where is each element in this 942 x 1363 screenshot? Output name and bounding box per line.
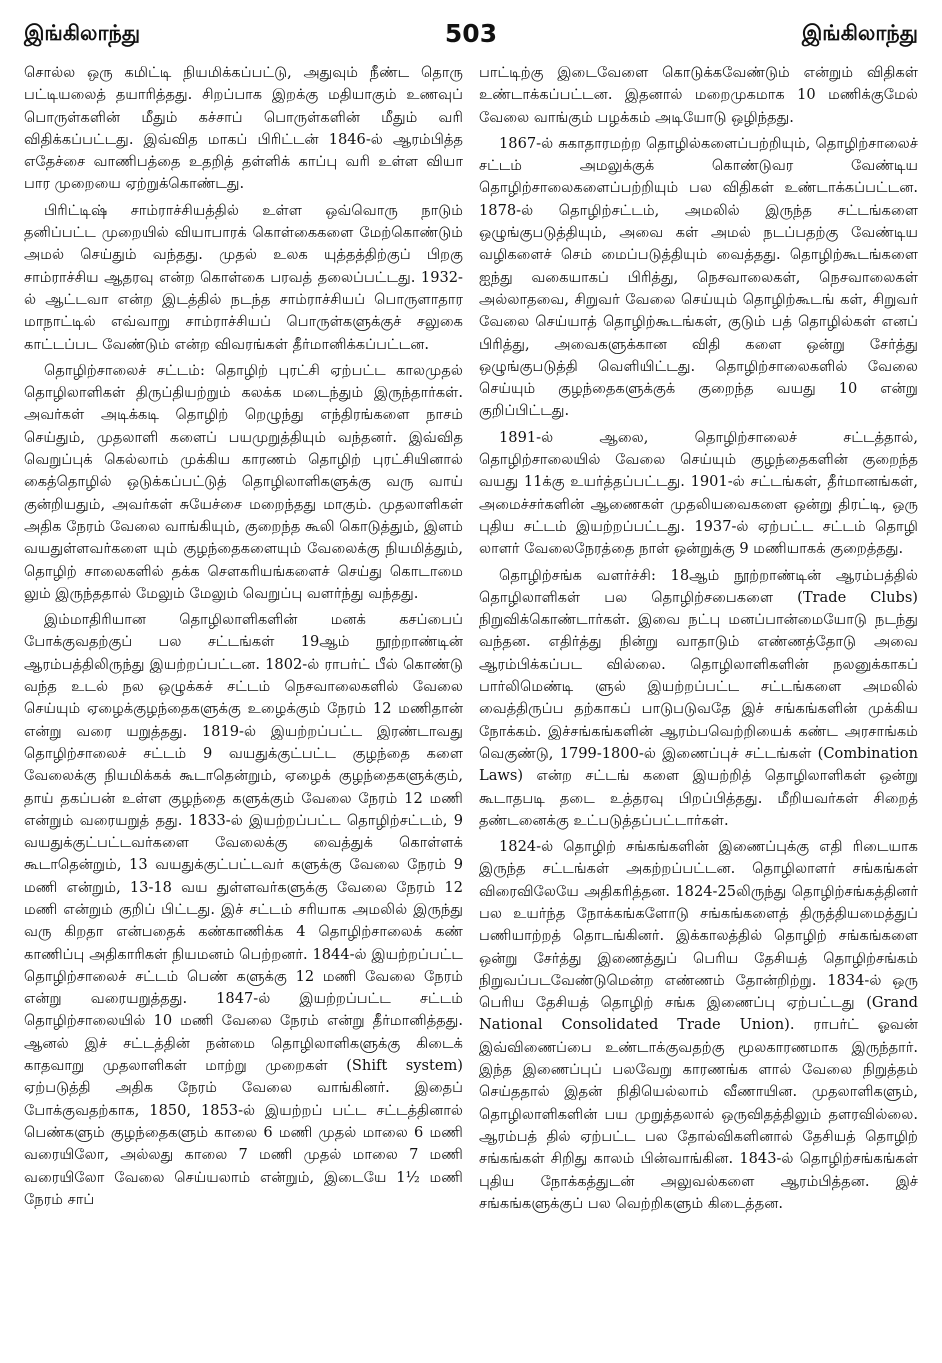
right-column — [479, 62, 918, 1352]
paragraph: 1891-ல் ஆலை, தொழிற்சாலைச் சட்டத்தால், தொழிற்சாலையில் வேலை செய்யும் குழந்தைகளின் குறைந்த வயது 11க்கு உயர்த்தப்பட்டது. 1901-ல் சட்டங்கள், தீர்மானங்கள், அமைச்சர்களின் ஆணைகள் முதலியவைகளை ஒன்று திரட்டி, ஒரு புதிய சட்டம் இயற்றப்பட்டது. 1937-ல் ஏற்பட்ட சட்டம் தொழி லாளர் வேலைநேரத்தை நாள் ஒன்றுக்கு 9 மணியாகக் குறைத்தது. — [479, 428, 918, 558]
paragraph: சொல்ல ஒரு கமிட்டி நியமிக்கப்பட்டு, அதுவும் நீண்ட தொரு பட்டியலைத் தயாரித்தது. சிறப்பாக இறக்கு மதியாகும் உணவுப் பொருள்களின் மீதும் கச்சாப் பொருள்களின் மீதும் வரி விதிக்கப்பட்டது. இவ்வித மாகப் பிரிட்டன் 1846-ல் ஆரம்பித்த எதேச்சை வாணிபத்தை உதறித் தள்ளிக் காப்பு வரி உள்ள வியா பார முறையை ஏற்றுக்கொண்டது. — [24, 64, 463, 193]
left-column — [24, 62, 463, 1352]
paragraph: தொழிற்சாலைச் சட்டம்: தொழிற் புரட்சி ஏற்பட்ட காலமுதல் தொழிலாளிகள் திருப்தியற்றும் கலக்க மடைந்தும் இருந்தார்கள். அவர்கள் அடிக்கடி தொழிற் றெழுந்து எந்திரங்களை நாசம் செய்தும், முதலாளி களைப் பயமுறுத்தியும் வந்தனர். இவ்வித வெறுப்புக் கெல்லாம் முக்கிய காரணம் தொழிற் புரட்சியினால் கைத்தொழில் ஒடுக்கப்பட்டுத் தொழிலாளிகளுக்கு வரு வாய் குன்றியதும், அவர்கள் சுயேச்சை மறைந்தது மாகும். முதலாளிகள் அதிக நேரம் வேலை வாங்கியும், குறைந்த கூலி கொடுத்தும், இளம் வயதுள்ளவர்களை யும் குழந்தைகளையும் வேலைக்கு நியமித்தும், தொழிற் சாலைகளில் தக்க சௌகரியங்களைச் செய்து கொடாமை லும் இருந்ததால் மேலும் மேலும் வெறுப்பு வளர்ந்து வந்தது. — [24, 361, 463, 602]
running-title-left: இங்கிலாந்து — [24, 21, 141, 45]
paragraph: 1824-ல் தொழிற் சங்கங்களின் இணைப்புக்கு எதி ரிடையாக இருந்த சட்டங்கள் அகற்றப்பட்டன. தொழிலாளர் சங்கங்கள் விரைவிலேயே அதிகரித்தன. 1824-25லிருந்து தொழிற்சங்கத்தினர் பல உயர்ந்த நோக்கங்களோடு சங்கங்களைத் திருத்தியமைத்துப் பணியாற்றத் தொடங்கினர். இக்காலத்தில் தொழிற் சங்கங்களை ஒன்று சேர்த்து இணைத்துப் பெரிய தேசியத் தொழிற்சங்கம் நிறுவப்படவேண்டுமென்ற எண்ணம் தோன்றிற்று. 1834-ல் ஒரு பெரிய தேசியத் தொழிற் சங்க இணைப்பு ஏற்பட்டது (Grand National Consolidated Trade Union). ராபர்ட் ஓவன் இவ்விணைப்பை உண்டாக்குவதற்கு மூலகாரணமாக இருந்தார். இந்த இணைப்புப் பலவேறு காரணங்க ளால் வேலை நிறுத்தம் செய்ததால் இதன் நிதியெல்லாம் வீணாயின. முதலாளிகளும், தொழிலாளிகளின் பய முறுத்தலால் ஒருவிதத்திலும் தளரவில்லை. ஆரம்பத் தில் ஏற்பட்ட பல தோல்விகளினால் தேசியத் தொழிற் சங்கங்கள் சிறிது காலம் பின்வாங்கின. 1843-ல் தொழிற்சங்கங்கள் புதிய நோக்கத்துடன் அலுவல்களை ஆரம்பித்தன. இச் சங்கங்களுக்குப் பல வெற்றிகளும் கிடைத்தன. — [479, 838, 918, 1212]
running-header — [24, 12, 918, 48]
paragraph: பாட்டிற்கு இடைவேளை கொடுக்கவேண்டும் என்றும் விதிகள் உண்டாக்கப்பட்டன. இதனால் மறைமுகமாக 10 மணிக்குமேல் வேலை வாங்கும் பழக்கம் அடியோடு ஒழிந்தது. — [479, 64, 918, 126]
paragraph: பிரிட்டிஷ் சாம்ராச்சியத்தில் உள்ள ஒவ்வொரு நாடும் தனிப்பட்ட முறையில் வியாபாரக் கொள்கைகளை மேற்கொண்டும் அமல் செய்தும் வந்தது. முதல் உலக யுத்தத்திற்குப் பிறகு சாம்ராச்சிய ஆதரவு என்ற கொள்கை பரவத் தலைப்பட்டது. 1932-ல் ஆட்டவா என்ற இடத்தில் நடந்த சாம்ராச்சியப் பொருளாதார மாநாட்டில் எவ்வாறு சாம்ராச்சியப் பொருள்களுக்குச் சலுகை காட்டப்பட வேண்டும் என்ற விவரங்கள் தீர்மானிக்கப்பட்டன. — [24, 201, 463, 353]
paragraph: இம்மாதிரியான தொழிலாளிகளின் மனக் கசப்பைப் போக்குவதற்குப் பல சட்டங்கள் 19ஆம் நூற்றாண்டின் ஆரம்பத்திலிருந்து இயற்றப்பட்டன. 1802-ல் ராபர்ட் பீல் கொண்டு வந்த உடல் நல ஒழுக்கச் சட்டம் நெசவாலைகளில் வேலை செய்யும் ஏழைக்குழந்தைகளுக்கு உழைக்கும் நேரம் 12 மணிதான் என்று வரை யறுத்தது. 1819-ல் இயற்றப்பட்ட இரண்டாவது தொழிற்சாலைச் சட்டம் 9 வயதுக்குட்பட்ட குழந்தை களை வேலைக்கு நியமிக்கக் கூடாதென்றும், ஏழைக் குழந்தைகளுக்கும், தாய் தகப்பன் உள்ள குழந்தை களுக்கும் வேலை நேரம் 12 மணி என்றும் வரையறுத் தது. 1833-ல் இயற்றப்பட்ட தொழிற்சட்டம், 9 வயதுக்குட்பட்டவர்களை வேலைக்கு வைத்துக் கொள்ளக் கூடாதென்றும், 13 வயதுக்குட்பட்டவர் களுக்கு வேலை நேரம் 9 மணி என்றும், 13-18 வய துள்ளவர்களுக்கு வேலை நேரம் 12 மணி என்றும் குறிப் பிட்டது. இச் சட்டம் சரியாக அமலில் இருந்து வரு கிறதா என்பதைக் கண்காணிக்க 4 தொழிற்சாலைக் கண் காணிப்பு அதிகாரிகள் நியமனம் பெற்றனர். 1844-ல் இயற்றப்பட்ட தொழிற்சாலைச் சட்டம் பெண் களுக்கு 12 மணி வேலை நேரம் என்று வரையறுத்தது. 1847-ல் இயற்றப்பட்ட சட்டம் தொழிற்சாலையில் 10 மணி வேலை நேரம் என்று தீர்மானித்தது. ஆனல் இச் சட்டத்தின் நன்மை தொழிலாளிகளுக்கு கிடைக் காதவாறு முதலாளிகள் மாற்று முறைகள் (Shift system) ஏற்படுத்தி அதிக நேரம் வேலை வாங்கினர். இதைப் போக்குவதற்காக, 1850, 1853-ல் இயற்றப் பட்ட சட்டத்தினால் பெண்களும் குழந்தைகளும் காலை 6 மணி முதல் மாலை 6 மணி வரையிலோ, அல்லது காலை 7 மணி முதல் மாலை 7 மணி வரையிலோ வேலை செய்யலாம் என்றும், இடையே 1½ மணி நேரம் சாப் — [24, 611, 463, 1208]
two-column-body — [24, 62, 918, 1352]
page-number: 503 — [444, 19, 498, 48]
paragraph: தொழிற்சங்க வளர்ச்சி: 18ஆம் நூற்றாண்டின் ஆரம்பத்தில் தொழிலாளிகள் பல தொழிற்சபைகளை (Trade Clubs) நிறுவிக்கொண்டார்கள். இவை நட்பு மனப்பான்மையோடு நடந்து வந்தன. எதிர்த்து நின்று வாதாடும் எண்ணத்தோடு அவை ஆரம்பிக்கப்பட வில்லை. தொழிலாளிகளின் நலனுக்காகப் பார்லிமெண்டி ளுல் இயற்றப்பட்ட சட்டங்களை அமலில் வைத்திருப்ப தற்காகப் பாடுபடுவதே இச் சங்கங்களின் முக்கிய நோக்கம். இச்சங்கங்களின் ஆரம்பவெற்றியைக் கண்ட அரசாங்கம் வெகுண்டு, 1799-1800-ல் இணைப்புச் சட்டங்கள் (Combination Laws) என்ற சட்டங் களை இயற்றித் தொழிலாளிகள் ஒன்று கூடாதபடி தடை உத்தரவு பிறப்பித்தது. மீறியவர்கள் சிறைத் தண்டனைக்கு உட்படுத்தப்பட்டார்கள். — [479, 566, 918, 829]
paragraph: 1867-ல் சுகாதாரமற்ற தொழில்களைப்பற்றியும், தொழிற்சாலைச் சட்டம் அமலுக்குக் கொண்டுவர வேண்டிய தொழிற்சாலைகளைப்பற்றியும் பல விதிகள் உண்டாக்கப்பட்டன. 1878-ல் தொழிற்சட்டம், அமலில் இருந்த சட்டங்களை ஒழுங்குபடுத்தியும், அவை கள் அமல் நடப்பதற்கு வேண்டிய வழிகளைச் செம் மைப்படுத்தியும் வைத்தது. தொழிற்கூடங்களை ஐந்து வகையாகப் பிரித்து, நெசவாலைகள், நெசவாலைகள் அல்லாதவை, சிறுவர் வேலை செய்யும் தொழிற்கூடங் கள், சிறுவர் வேலை செய்யாத் தொழிற்கூடங்கள், குடும் பத் தொழில்கள் எனப் பிரித்து, அவைகளுக்கான விதி களை ஒன்று சேர்த்து ஒழுங்குபடுத்தி வெளியிட்டது. தொழிற்சாலைகளில் வேலை செய்யும் குழந்தைகளுக்குக் குறைந்த வயது 10 என்று குறிப்பிட்டது. — [479, 134, 918, 420]
running-title-right: இங்கிலாந்து — [801, 21, 918, 45]
